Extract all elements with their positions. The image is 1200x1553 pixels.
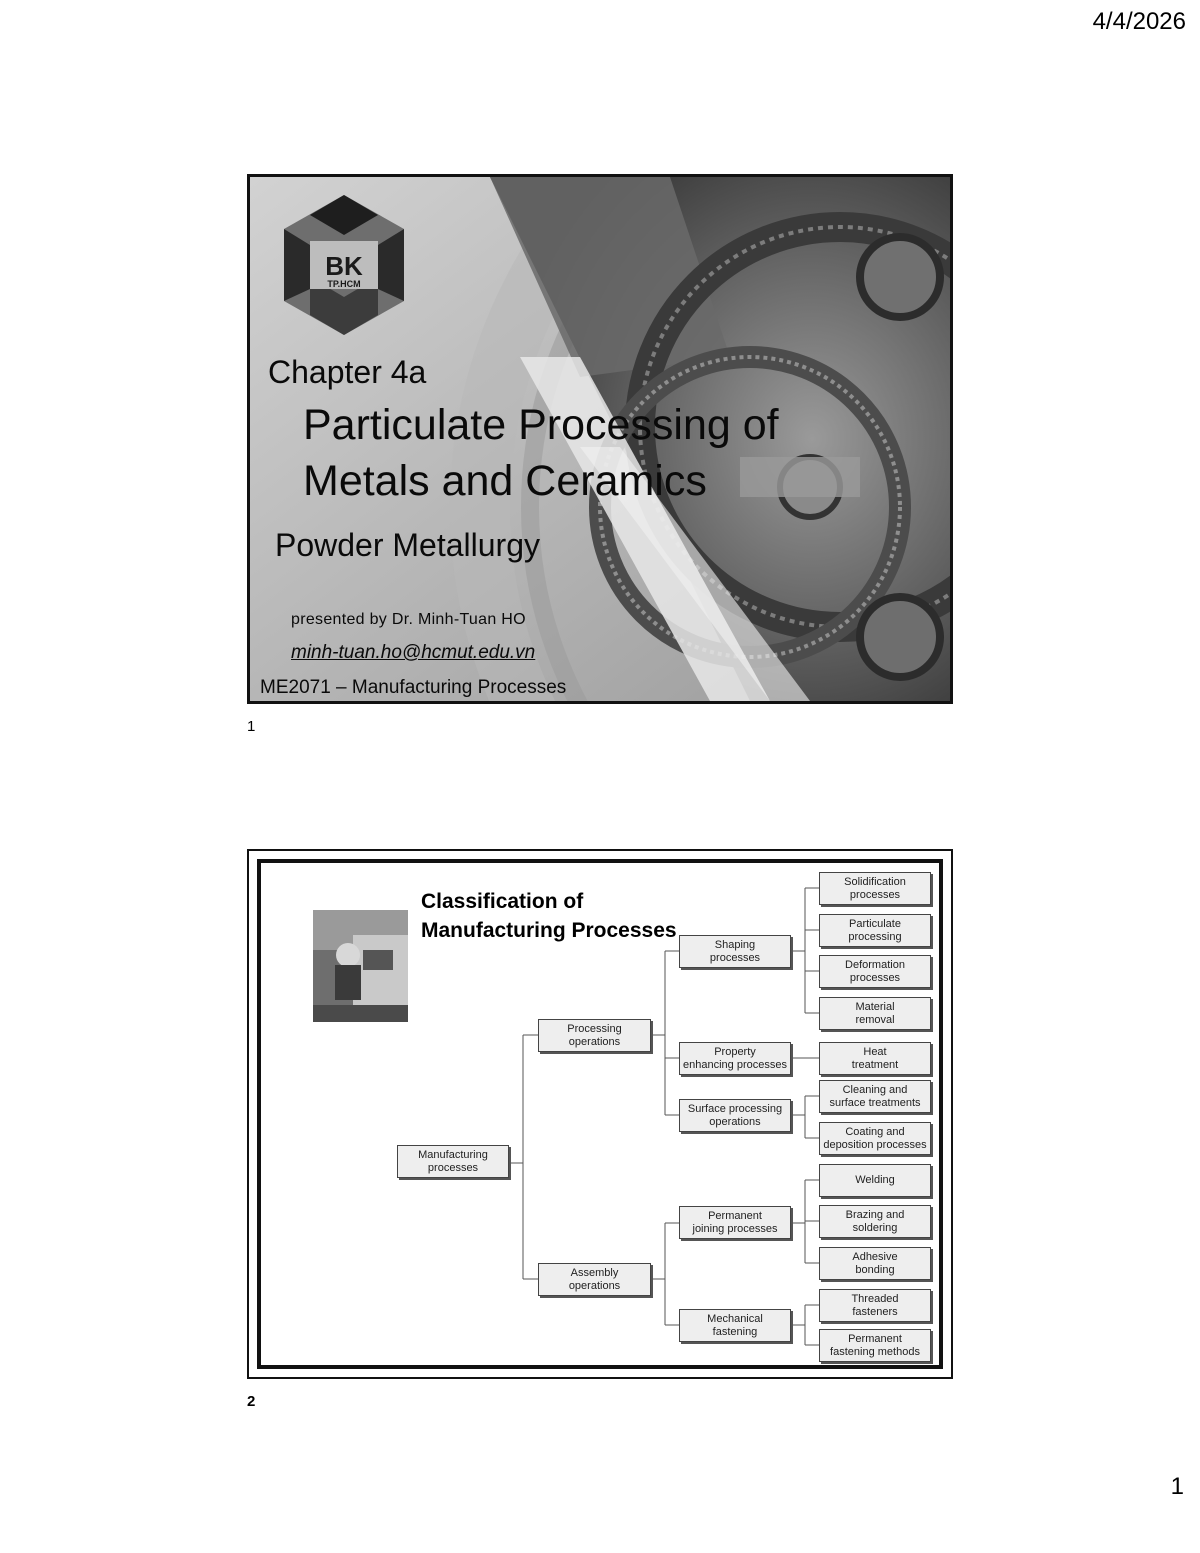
slide-2-title-line-1: Classification of <box>421 890 584 913</box>
node-deformation: Deformation processes <box>819 955 931 988</box>
logo-text-bk: BK <box>325 251 363 281</box>
node-surface-processing: Surface processing operations <box>679 1099 791 1132</box>
slide-2-frame <box>257 859 943 1369</box>
slide-1 <box>247 174 953 704</box>
course-label: ME2071 – Manufacturing Processes <box>260 677 567 698</box>
node-shaping-processes: Shaping processes <box>679 935 791 968</box>
node-processing-operations: Processing operations <box>538 1019 651 1052</box>
node-welding: Welding <box>819 1164 931 1197</box>
node-permanent-fastening: Permanent fastening methods <box>819 1329 931 1362</box>
node-assembly-operations: Assembly operations <box>538 1263 651 1296</box>
logo-text-tphcm: TP.HCM <box>327 279 361 289</box>
node-coating: Coating and deposition processes <box>819 1122 931 1155</box>
slide-number-2: 2 <box>247 1393 256 1410</box>
subtitle: Powder Metallurgy <box>275 527 540 563</box>
node-heat-treatment: Heat treatment <box>819 1042 931 1075</box>
node-threaded: Threaded fasteners <box>819 1289 931 1322</box>
node-adhesive: Adhesive bonding <box>819 1247 931 1280</box>
node-mechanical-fastening: Mechanical fastening <box>679 1309 791 1342</box>
slide-2-title-line-2: Manufacturing Processes <box>421 919 677 942</box>
email-link[interactable]: minh-tuan.ho@hcmut.edu.vn <box>291 642 536 663</box>
node-solidification: Solidification processes <box>819 872 931 905</box>
node-property-enhancing: Property enhancing processes <box>679 1042 791 1075</box>
bk-university-logo <box>274 193 414 341</box>
header-date: 4/4/2026 <box>1092 8 1186 35</box>
node-cleaning: Cleaning and surface treatments <box>819 1080 931 1113</box>
node-material-removal: Material removal <box>819 997 931 1030</box>
slide-number-1: 1 <box>247 718 256 735</box>
node-particulate: Particulate processing <box>819 914 931 947</box>
node-brazing: Brazing and soldering <box>819 1205 931 1238</box>
title-line-2: Metals and Ceramics <box>303 457 707 505</box>
node-permanent-joining: Permanent joining processes <box>679 1206 791 1239</box>
presenter-text: presented by Dr. Minh-Tuan HO <box>291 611 526 628</box>
chapter-label: Chapter 4a <box>268 354 427 390</box>
node-manufacturing-processes: Manufacturing processes <box>397 1145 509 1178</box>
title-line-1: Particulate Processing of <box>303 401 779 449</box>
slide-2 <box>247 849 953 1379</box>
page-number: 1 <box>1170 1473 1184 1500</box>
